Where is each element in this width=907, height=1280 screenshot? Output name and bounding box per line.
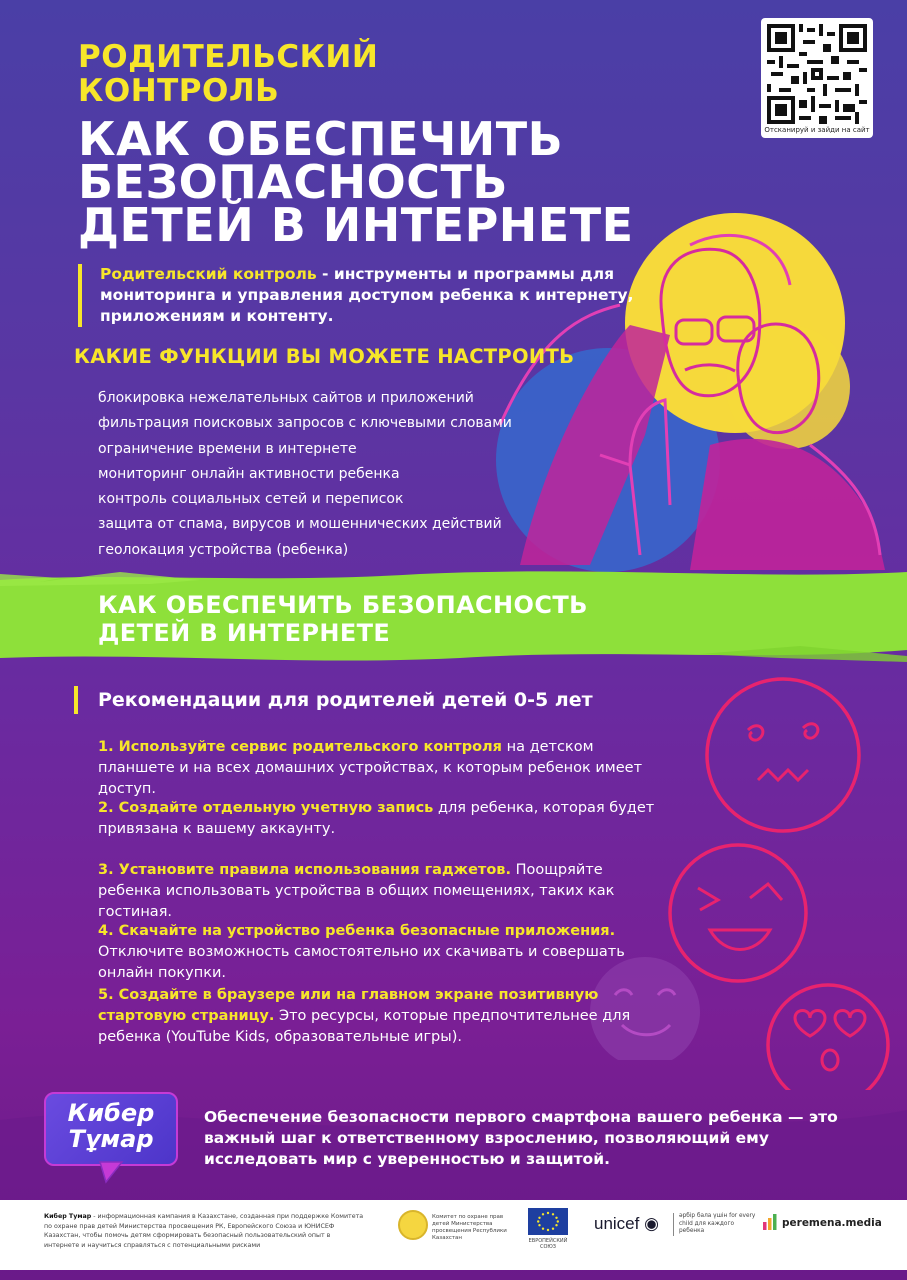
recommendation-highlight: 2. Создайте отдельную учетную запись <box>98 800 434 816</box>
list-item: контроль социальных сетей и переписок <box>98 491 404 508</box>
peremena-bars-icon <box>763 1214 777 1230</box>
family-illustration <box>480 205 900 585</box>
definition-block <box>78 264 660 327</box>
logo-line: Кибер <box>67 1099 155 1127</box>
footer-note <box>44 1212 364 1250</box>
logo-line: Тұмар <box>68 1125 154 1153</box>
page-title-line: ДЕТЕЙ В ИНТЕРНЕТЕ <box>78 198 634 252</box>
page-title-line: БЕЗОПАСНОСТЬ <box>78 155 508 209</box>
logo-text <box>46 1100 176 1152</box>
brand-title-line: КОНТРОЛЬ <box>78 73 280 109</box>
ministry-text: Комитет по охране прав детей Министерства просвещения Республики Казахстан <box>432 1214 507 1241</box>
unicef-tagline: әрбір бала үшін for every child для каждого ребенка <box>673 1213 759 1236</box>
recommendation-highlight: 3. Установите правила использования гаджетов. <box>98 862 511 878</box>
recommendation-item <box>98 737 668 800</box>
unicef-logo <box>594 1214 659 1234</box>
qr-caption: Отсканируй и зайди на сайт <box>764 126 870 134</box>
recommendation-text: Поощряйте ребенка использовать устройства в общих помещениях, таких как гостиная. <box>98 862 615 920</box>
footer-note-brand: Кибер Тумар <box>44 1213 92 1220</box>
page-title-line: КАК ОБЕСПЕЧИТЬ <box>78 112 564 166</box>
page-title <box>78 112 638 252</box>
unicef-globe-icon: ◉ <box>639 1214 659 1233</box>
safety-heading-line: ДЕТЕЙ В ИНТЕРНЕТЕ <box>98 619 391 647</box>
list-item: фильтрация поисковых запросов с ключевыми словами <box>98 415 512 432</box>
safety-heading-line: КАК ОБЕСПЕЧИТЬ БЕЗОПАСНОСТЬ <box>98 591 588 619</box>
recommendation-item <box>98 860 668 923</box>
functions-heading: КАКИЕ ФУНКЦИИ ВЫ МОЖЕТЕ НАСТРОИТЬ <box>74 345 575 368</box>
recommendation-item <box>98 921 668 984</box>
list-item: мониторинг онлайн активности ребенка <box>98 465 400 482</box>
recommendation-highlight: 5. Создайте в браузере или на главном экране позитивную стартовую страницу. <box>98 987 599 1024</box>
recommendation-highlight: 4. Скачайте на устройство ребенка безопасные приложения. <box>98 923 616 939</box>
list-item: блокировка нежелательных сайтов и приложений <box>98 390 474 406</box>
recommendation-text: на детском планшете и на всех домашних устройствах, к которым ребенок имеет доступ. <box>98 739 643 797</box>
logo-pointer-icon <box>96 1160 126 1184</box>
eu-label: ЕВРОПЕЙСКИЙ СОЮЗ <box>528 1238 568 1250</box>
bottom-message: Обеспечение безопасности первого смартфона вашего ребенка — это важный шаг к ответственному взрослению, позволяющий ему исследовать мир с уверенностью и защитой. <box>204 1108 838 1168</box>
recommendation-item <box>98 798 668 840</box>
eu-flag-icon <box>528 1208 568 1235</box>
safety-heading <box>98 591 588 647</box>
ministry-emblem-icon <box>398 1210 428 1240</box>
dizzy-face-icon <box>688 670 878 840</box>
brand-title <box>78 40 378 108</box>
recommendations-heading: Рекомендации для родителей детей 0-5 лет <box>74 686 593 714</box>
recommendation-highlight: 1. Используйте сервис родительского контроля <box>98 739 502 755</box>
footer-note-text: - информационная кампания в Казахстане, созданная при поддержке Комитета по охране прав детей Министерства просвещения РК, Европейского Союза и ЮНИСЕФ Казахстан, чтобы помочь детям сформировать безопасный пользовательский опыт в интернете и научиться справляться с потенциальными рисками <box>44 1213 364 1249</box>
definition-text: - инструменты и программы для мониторинга и управления доступом ребенка к интернету, приложениям и контенту. <box>100 265 634 325</box>
recommendation-text: Это ресурсы, которые предпочтительнее для ребенка (YouTube Kids, образовательные игры). <box>98 1008 631 1045</box>
qr-code[interactable] <box>761 18 873 138</box>
list-item: геолокация устройства (ребенка) <box>98 541 349 558</box>
qr-code-icon <box>767 24 867 124</box>
recommendation-text: Отключите возможность самостоятельно их скачивать и совершать онлайн покупки. <box>98 944 625 981</box>
heart-eyes-face-icon <box>760 980 895 1090</box>
unicef-wordmark: unicef <box>594 1214 640 1233</box>
list-item: защита от спама, вирусов и мошеннических действий <box>98 516 502 533</box>
recommendation-item <box>98 985 668 1048</box>
peremena-logo-text: peremena.media <box>782 1217 882 1229</box>
functions-list <box>98 386 512 563</box>
kiber-tumar-logo[interactable] <box>44 1092 178 1166</box>
list-item: ограничение времени в интернете <box>98 440 357 457</box>
definition-term: Родительский контроль <box>100 265 317 283</box>
recommendation-text: для ребенка, которая будет привязана к вашему аккаунту. <box>98 800 655 837</box>
brand-title-line: РОДИТЕЛЬСКИЙ <box>78 39 379 75</box>
